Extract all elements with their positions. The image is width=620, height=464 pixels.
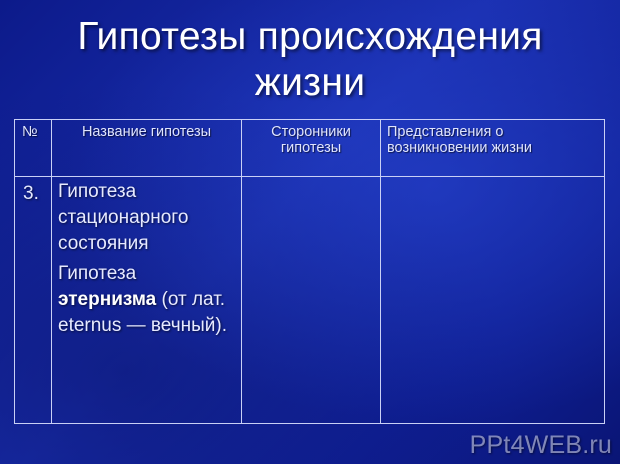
row-ideas: [381, 177, 605, 424]
hypotheses-table: [14, 119, 605, 424]
row-number: 3.: [15, 177, 52, 424]
hypothesis-name-paragraph-2: [58, 261, 237, 339]
slide-title: [0, 14, 620, 106]
slide-title-line-1: Гипотезы происхождения: [77, 15, 543, 58]
table-row: [15, 177, 605, 424]
slide-title-line-2: жизни: [254, 61, 366, 104]
header-adherents: [242, 120, 381, 177]
hypotheses-table-container: [14, 119, 605, 424]
header-ideas: [381, 120, 605, 177]
hypothesis-name-bold-term: этернизма: [58, 289, 157, 310]
header-hypothesis-name: [52, 120, 242, 177]
row-hypothesis-name: [52, 177, 242, 424]
header-adherents-label: Сторонники гипотезы: [271, 124, 351, 156]
header-ideas-label: Представления о возникновении жизни: [387, 124, 533, 156]
header-number-label: №: [22, 124, 38, 140]
header-number: [15, 120, 52, 177]
header-hypothesis-name-label: Название гипотезы: [81, 124, 212, 140]
watermark: PPt4WEB.ru: [469, 431, 612, 459]
table-header-row: [15, 120, 605, 177]
hypothesis-name-prefix: Гипотеза: [58, 263, 137, 284]
hypothesis-name-rest: (от лат. eternus — вечный).: [58, 289, 228, 336]
row-adherents: [242, 177, 381, 424]
hypothesis-name-paragraph-1: Гипотеза стационарного состояния: [58, 181, 189, 254]
